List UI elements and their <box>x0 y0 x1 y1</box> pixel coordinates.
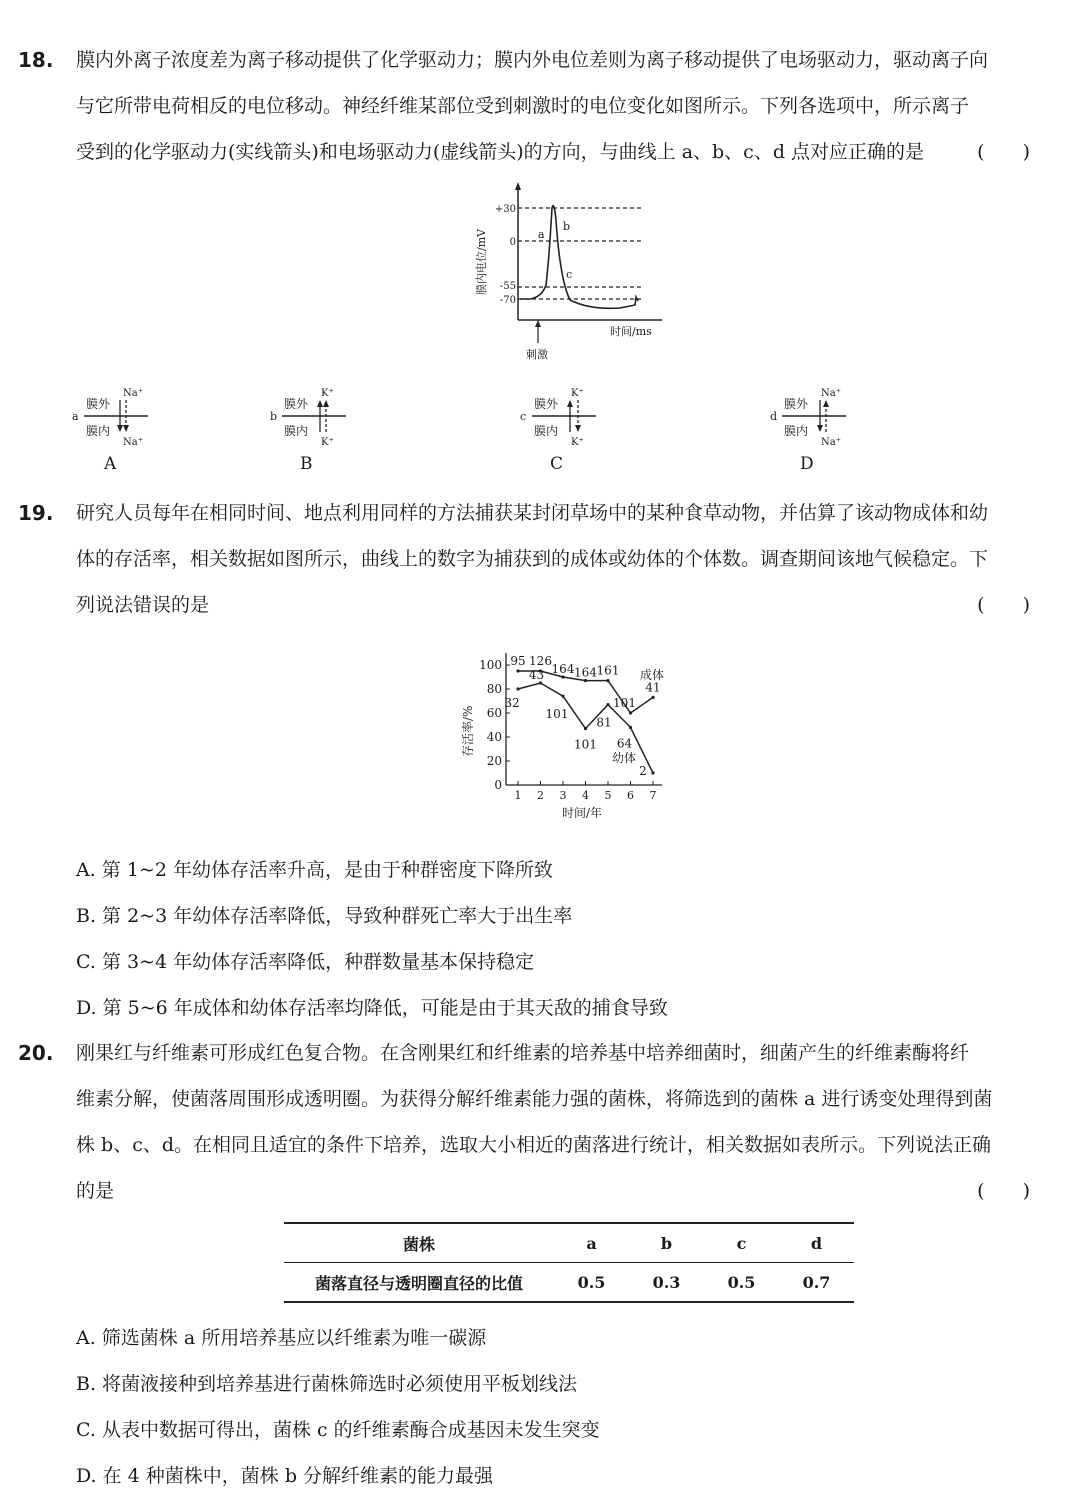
x-tick-label: 2 <box>537 789 544 802</box>
ion-label: K⁺ <box>571 437 584 448</box>
option-a-diagram <box>70 382 160 450</box>
data-label: 101 <box>574 737 597 752</box>
point-label: a <box>538 228 545 241</box>
data-label: 161 <box>596 663 620 678</box>
q19-option-c[interactable]: C. 第 3~4 年幼体存活率降低，种群数量基本保持稳定 <box>76 951 535 973</box>
strain-table <box>284 1222 854 1303</box>
ion-label: K⁺ <box>321 388 334 399</box>
table-cell: 0.5 <box>727 1272 756 1292</box>
data-label: 81 <box>596 715 612 730</box>
stem-line: 研究人员每年在相同时间、地点利用同样的方法捕获某封闭草场中的某种食草动物，并估算了该动物成体和幼 <box>76 502 989 524</box>
q19-option-a[interactable]: A. 第 1~2 年幼体存活率升高，是由于种群密度下降所致 <box>76 859 553 881</box>
inside-label: 膜内 <box>784 424 809 438</box>
q19-option-b[interactable]: B. 第 2~3 年幼体存活率降低，导致种群死亡率大于出生率 <box>76 905 573 927</box>
data-label: 41 <box>645 680 661 695</box>
outside-label: 膜外 <box>534 397 559 411</box>
data-point <box>516 687 519 690</box>
inside-label: 膜内 <box>534 424 559 438</box>
point-label: b <box>563 220 571 233</box>
option-letter: B <box>300 454 313 474</box>
table-header-cell: 菌株 <box>402 1234 435 1254</box>
option-letter: D <box>800 454 814 474</box>
x-axis-label: 时间/年 <box>562 806 603 820</box>
table-header-cell: d <box>810 1233 823 1253</box>
question-number: 20. <box>18 1041 54 1065</box>
data-label: 164 <box>551 662 575 676</box>
legend-label: 幼体 <box>612 751 637 765</box>
data-label: 164 <box>574 665 597 680</box>
data-point <box>584 727 587 730</box>
outside-label: 膜外 <box>86 397 111 411</box>
option-d-diagram <box>768 382 858 450</box>
table-row <box>284 1263 854 1303</box>
action-potential-graph <box>470 180 670 360</box>
data-point <box>629 726 632 729</box>
data-label: 101 <box>545 707 569 722</box>
ion-label: Na⁺ <box>821 388 841 399</box>
ytick-label: 0 <box>509 237 516 248</box>
stem-line: 受到的化学驱动力(实线箭头)和电场驱动力(虚线箭头)的方向，与曲线上 a、b、c、d 点对应正确的是 <box>76 141 925 163</box>
data-point <box>516 669 519 672</box>
x-tick-label: 4 <box>582 789 589 802</box>
inside-label: 膜内 <box>86 424 111 438</box>
ion-label: K⁺ <box>321 437 334 448</box>
y-axis-label: 存活率/% <box>461 705 475 757</box>
y-tick-label: 0 <box>494 778 502 792</box>
data-label: 95 <box>510 654 526 668</box>
data-point <box>651 696 654 699</box>
option-letter: A <box>104 454 117 474</box>
q20-option-a[interactable]: A. 筛选菌株 a 所用培养基应以纤维素为唯一碳源 <box>76 1327 487 1349</box>
stem-line: 维素分解，使菌落周围形成透明圈。为获得分解纤维素能力强的菌株，将筛选到的菌株 a 进行诱变处理得到菌 <box>76 1088 993 1110</box>
answer-paren: ( ) <box>977 594 1030 616</box>
table-cell: 0.3 <box>652 1272 681 1292</box>
table-header-cell: c <box>736 1233 747 1253</box>
legend-label: 成体 <box>640 668 665 682</box>
data-label: 64 <box>616 736 633 751</box>
y-tick-label: 20 <box>486 754 502 768</box>
table-header-row <box>284 1223 854 1263</box>
table-cell: 0.7 <box>802 1272 831 1292</box>
table-cell: 菌落直径与透明圈直径的比值 <box>314 1273 523 1293</box>
ion-label: Na⁺ <box>821 437 841 448</box>
point-label: c <box>566 268 573 281</box>
outside-label: 膜外 <box>784 397 809 411</box>
outside-label: 膜外 <box>284 397 309 411</box>
stem-line: 体的存活率，相关数据如图所示，曲线上的数字为捕获到的成体或幼体的个体数。调查期间该地气候稳定。下 <box>76 548 989 570</box>
stem-line: 与它所带电荷相反的电位移动。神经纤维某部位受到刺激时的电位变化如图所示。下列各选项中，所示离子 <box>76 95 970 117</box>
data-point <box>606 679 609 682</box>
question-20 <box>18 1030 1056 1214</box>
x-tick-label: 3 <box>559 789 567 802</box>
stem-line: 列说法错误的是 <box>76 594 210 616</box>
option-c-diagram <box>518 382 608 450</box>
membrane-potential-curve <box>520 206 638 309</box>
data-label: 126 <box>529 654 552 668</box>
ion-label: Na⁺ <box>123 388 143 399</box>
x-tick-label: 7 <box>649 789 657 802</box>
y-tick-label: 60 <box>486 706 502 720</box>
data-label: 43 <box>528 668 545 682</box>
x-tick-label: 6 <box>627 789 634 802</box>
data-label: 2 <box>639 764 647 778</box>
answer-paren: ( ) <box>977 141 1030 163</box>
stem-line: 刚果红与纤维素可形成红色复合物。在含刚果红和纤维素的培养基中培养细菌时，细菌产生的纤维素酶将纤 <box>76 1042 970 1064</box>
point-label: b <box>270 410 278 423</box>
table-header-cell: a <box>586 1233 597 1253</box>
ytick-label: +30 <box>494 204 516 215</box>
y-axis-label: 膜内电位/mV <box>475 228 488 295</box>
table-cell: 0.5 <box>577 1272 606 1292</box>
stem-line: 的是 <box>76 1180 115 1202</box>
q19-option-d[interactable]: D. 第 5~6 年成体和幼体存活率均降低，可能是由于其天敌的捕食导致 <box>76 997 668 1019</box>
option-letter: C <box>550 454 564 474</box>
y-tick-label: 80 <box>486 682 502 696</box>
q20-option-b[interactable]: B. 将菌液接种到培养基进行菌株筛选时必须使用平板划线法 <box>76 1373 578 1395</box>
answer-paren: ( ) <box>977 1180 1030 1202</box>
q20-option-c[interactable]: C. 从表中数据可得出，菌株 c 的纤维素酶合成基因未发生突变 <box>76 1419 600 1441</box>
stem-line: 株 b、c、d。在相同且适宜的条件下培养，选取大小相近的菌落进行统计，相关数据如表所示。下列说法正确 <box>76 1134 992 1156</box>
ytick-label: -55 <box>499 281 516 292</box>
ion-label: K⁺ <box>571 388 584 399</box>
data-label: 32 <box>504 696 520 710</box>
data-point <box>606 703 609 706</box>
stem-line: 膜内外离子浓度差为离子移动提供了化学驱动力；膜内外电位差则为离子移动提供了电场驱动力，驱动离子向 <box>76 49 989 71</box>
ion-label: Na⁺ <box>123 437 143 448</box>
stimulus-label: 刺激 <box>526 348 548 360</box>
x-axis-label: 时间/ms <box>610 325 652 338</box>
option-b-diagram <box>268 382 358 450</box>
data-label: 101 <box>613 696 636 710</box>
data-point <box>651 771 654 774</box>
y-tick-label: 40 <box>486 730 502 744</box>
survival-rate-chart <box>452 645 682 830</box>
x-tick-label: 5 <box>604 789 612 802</box>
table-header-cell: b <box>660 1233 673 1253</box>
question-number: 18. <box>18 48 54 72</box>
inside-label: 膜内 <box>284 424 309 438</box>
point-label: d <box>770 410 778 423</box>
x-tick-label: 1 <box>514 789 522 802</box>
point-label: a <box>72 410 79 423</box>
data-point <box>629 711 632 714</box>
q20-option-d[interactable]: D. 在 4 种菌株中，菌株 b 分解纤维素的能力最强 <box>76 1465 494 1487</box>
point-label: c <box>520 410 527 423</box>
y-tick-label: 100 <box>479 658 502 672</box>
ytick-label: -70 <box>499 295 516 306</box>
data-point <box>561 695 564 698</box>
question-18 <box>18 37 1056 175</box>
question-19 <box>18 490 1056 628</box>
question-number: 19. <box>18 501 54 525</box>
